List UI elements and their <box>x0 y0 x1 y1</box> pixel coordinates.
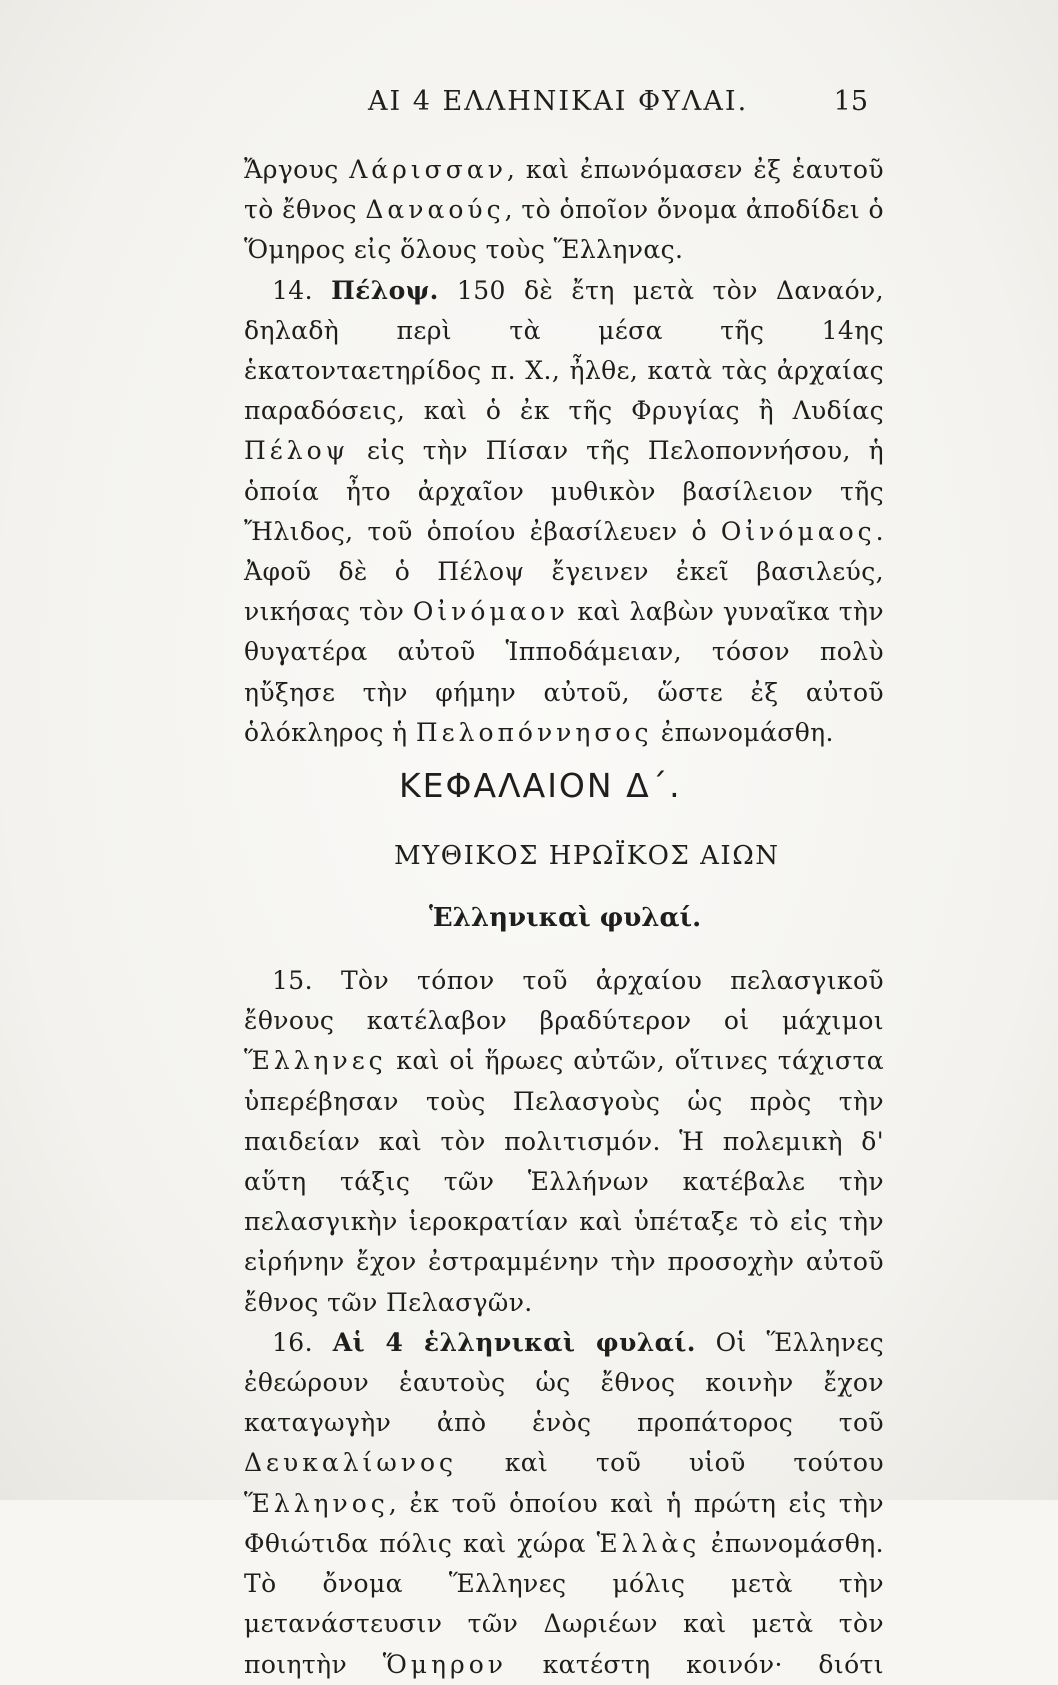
spaced-name: Ὅμηρον <box>382 1649 507 1679</box>
spaced-name: Ἕλληνος <box>244 1488 389 1518</box>
chapter-subtitle: ΜΥΘΙΚΟΣ ΗΡΩΪΚΟΣ ΑΙΩΝ <box>394 841 780 872</box>
section-title: Πέλοψ. <box>331 275 439 305</box>
paragraph-15 <box>244 961 884 1323</box>
paragraph-16 <box>244 1323 884 1685</box>
section-number: 16. <box>272 1327 313 1357</box>
text-run: , καὶ ἐπωνόμασεν ἐξ ἑαυτοῦ τὸ ἔθνος <box>244 155 884 225</box>
running-title: ΑΙ 4 ΕΛΛΗΝΙΚΑΙ ΦΥΛΑΙ. <box>368 86 749 117</box>
text-run: Τὸν τόπον τοῦ ἀρχαίου πελασγικοῦ ἔθνους κατέλαβον βραδύτερον οἱ μάχιμοι <box>244 966 884 1036</box>
section-number: 14. <box>272 275 313 305</box>
section-heading: Ἑλληνικαὶ φυλαί. <box>429 903 702 934</box>
page-body <box>244 150 884 1685</box>
text-run: Ἄργους <box>244 155 339 184</box>
spaced-name: Οἰνόμαος <box>720 516 876 546</box>
section-number: 15. <box>272 966 313 996</box>
text-run: , τὸ ὁποῖον ὄνομα ἀποδίδει ὁ Ὅμηρος εἰς ὅλους τοὺς Ἕλληνας. <box>244 195 884 265</box>
spaced-name: Ἑλλὰς <box>596 1528 701 1558</box>
text-run: ἐπωνομάσθη. <box>660 717 834 747</box>
page-number: 15 <box>833 86 868 117</box>
chapter-title: ΚΕΦΑΛΑΙΟΝ Δ΄. <box>399 766 682 806</box>
text-run: , ἐκ τοῦ ὁποίου καὶ ἡ πρώτη εἰς τὴν Φθιώτιδα πόλις καὶ χώρα <box>244 1488 884 1558</box>
spaced-name: Οἰνόμαον <box>412 597 569 627</box>
spaced-name: Δαναούς <box>365 195 505 225</box>
section-title: Αἱ 4 ἑλληνικαὶ φυλαί. <box>332 1327 696 1357</box>
text-run: καὶ τοῦ υἱοῦ τούτου <box>504 1448 884 1478</box>
text-run: 150 δὲ ἔτη μετὰ τὸν Δαναόν, δηλαδὴ περὶ τὰ μέσα τῆς 14ης ἑκατονταετηρίδος π. Χ., ἦλθε, κατὰ τὰς ἀρχαίας παραδόσεις, καὶ ὁ ἐκ τῆς Φρυγίας ἢ Λυδίας <box>244 275 884 426</box>
text-run: κατέστη κοινόν· διότι <box>542 1649 884 1679</box>
spaced-name: Πελοπόννησος <box>415 717 653 747</box>
page-header <box>248 86 878 126</box>
spaced-name: Ἕλληνες <box>244 1046 387 1076</box>
text-run: εἰς τὴν Πίσαν τῆς Πελοποννήσου, ἡ ὁποία ἦτο ἀρχαῖον μυθικὸν βασίλειον τῆς Ἤλιδος, τοῦ ὁποίου ἐβασίλευεν ὁ <box>244 436 884 546</box>
continuation-paragraph <box>244 150 884 271</box>
text-run: καὶ οἱ ἥρωες αὐτῶν, οἵτινες τάχιστα ὑπερέβησαν τοὺς Πελασγοὺς ὡς πρὸς τὴν παιδείαν καὶ τὸν πολιτισμόν. Ἡ πολεμικὴ δ' αὕτη τάξις τῶν Ἑλλήνων κατέβαλε τὴν πελασγικὴν ἱεροκρατίαν καὶ ὑπέταξε τὸ εἰς τὴν εἰρήνην ἔχον ἐστραμμένην τὴν προσοχὴν αὐτοῦ ἔθνος τῶν Πελασγῶν. <box>244 1046 884 1317</box>
spaced-name: Πέλοψ <box>244 436 350 466</box>
text-run: καὶ λαβὼν γυναῖκα τὴν θυγατέρα αὐτοῦ Ἱπποδάμειαν, τόσον πολὺ ηὔξησε τὴν φήμην αὐτοῦ, ὥστε ἐξ αὐτοῦ ὁλόκληρος ἡ <box>244 597 884 747</box>
text-run: Οἱ Ἕλληνες ἐθεώρουν ἑαυτοὺς ὡς ἔθνος κοινὴν ἔχον καταγωγὴν ἀπὸ ἑνὸς προπάτορος τοῦ <box>244 1327 884 1438</box>
paragraph-14 <box>244 271 884 753</box>
text-run: ἐπωνομάσθη. Τὸ ὄνομα Ἕλληνες μόλις μετὰ τὴν μετανάστευσιν τῶν Δωριέων καὶ μετὰ τὸν ποιητὴν <box>244 1528 884 1679</box>
text-run: . Ἀφοῦ δὲ ὁ Πέλοψ ἔγεινεν ἐκεῖ βασιλεύς, νικήσας τὸν <box>244 516 884 627</box>
spaced-name: Δευκαλίωνος <box>244 1448 457 1478</box>
spaced-name: Λάρισσαν <box>349 155 507 184</box>
